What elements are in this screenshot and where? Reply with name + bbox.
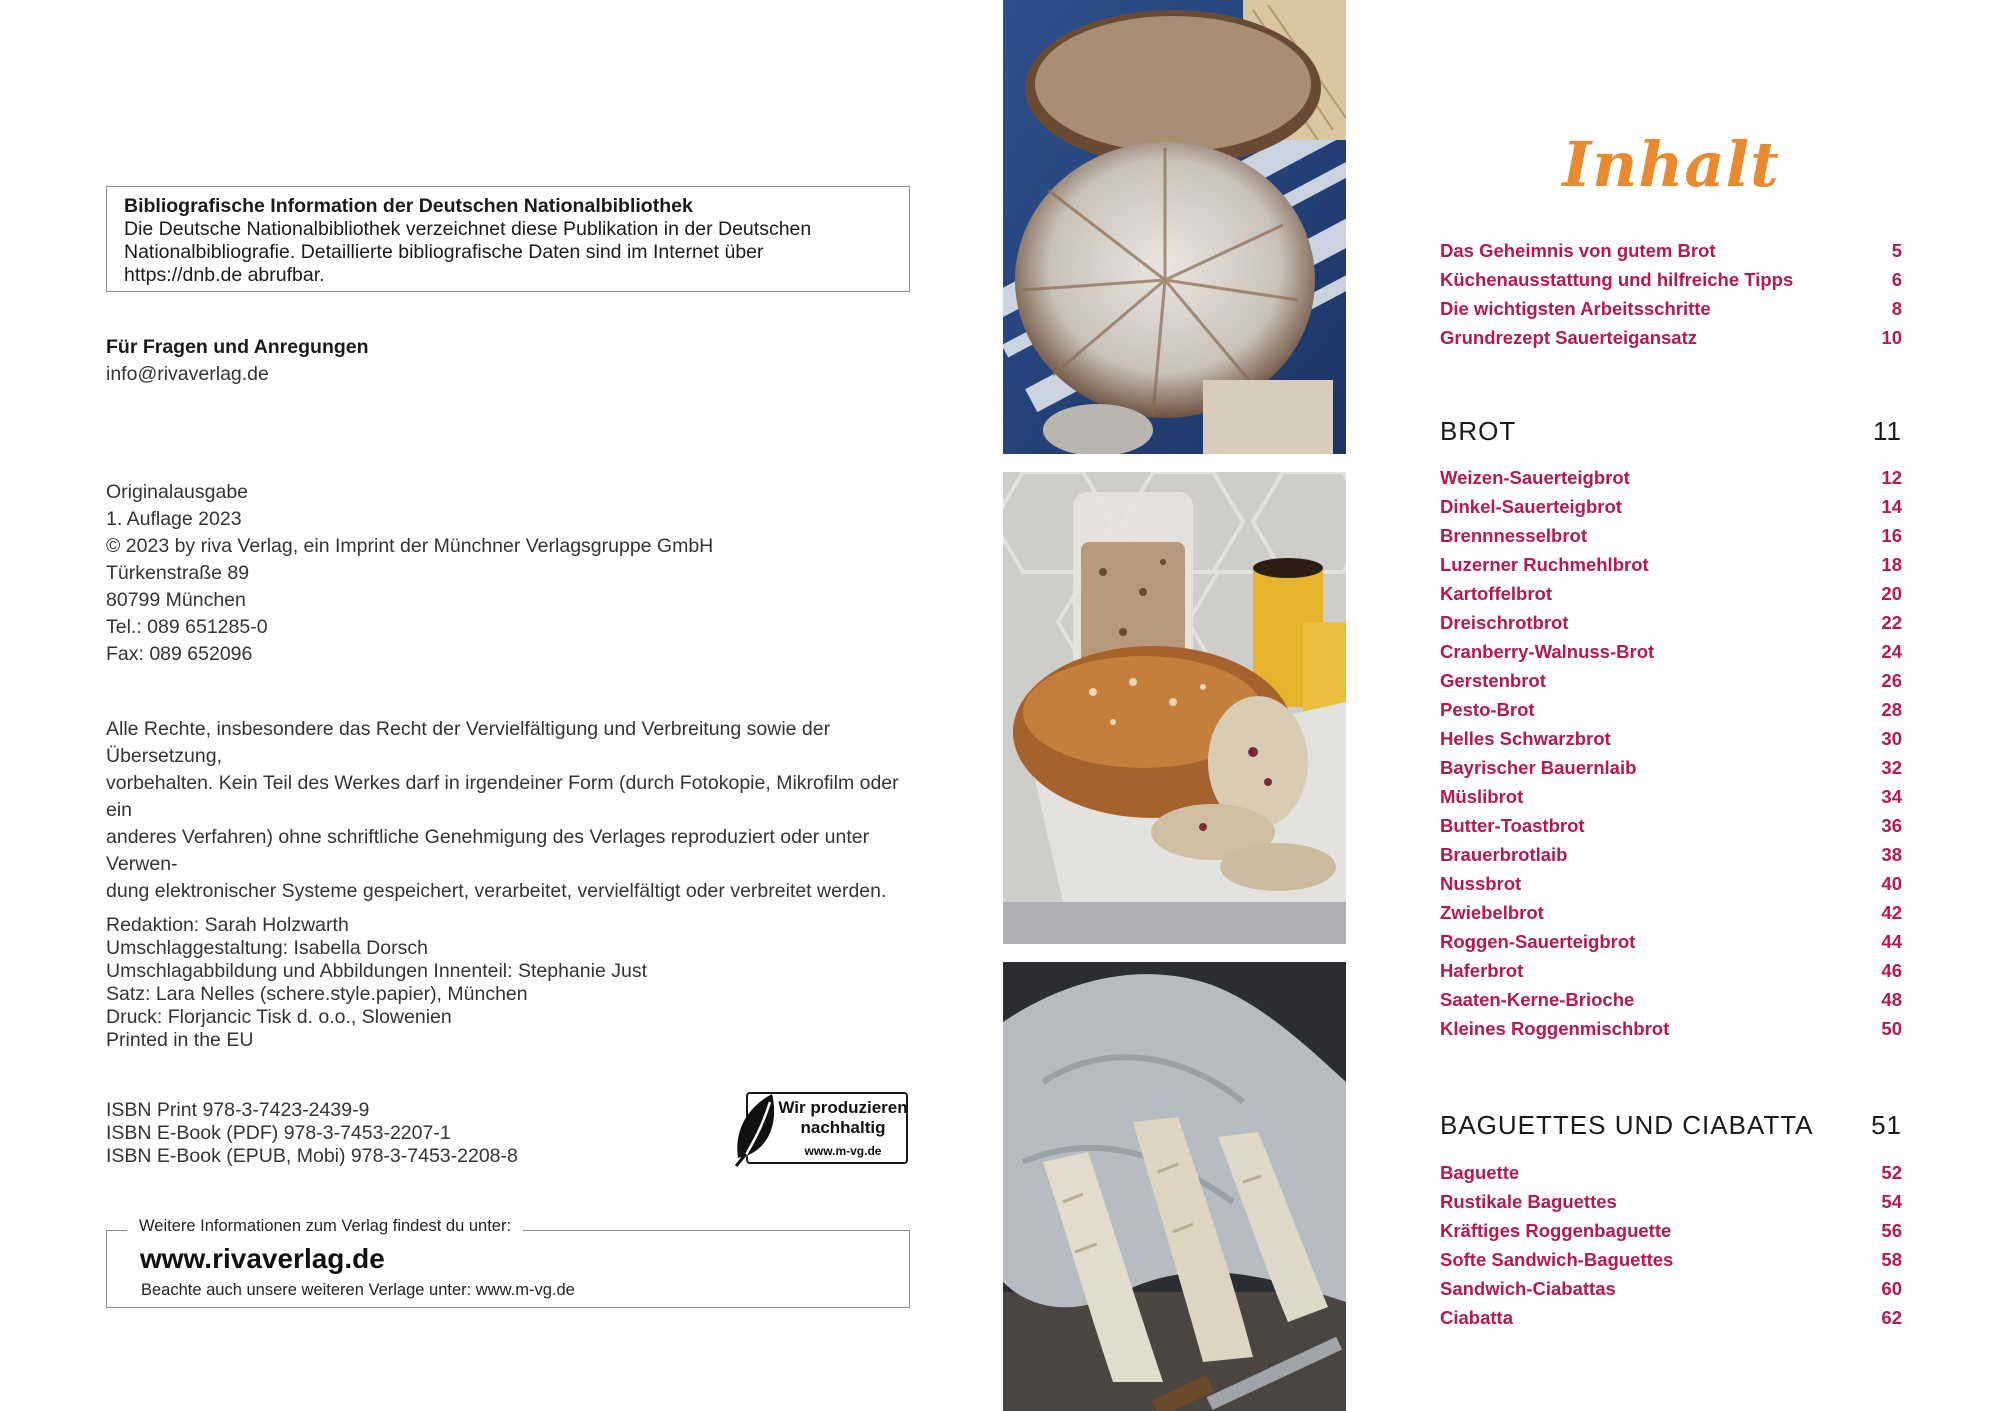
toc-entry-page: 56 — [1881, 1220, 1902, 1241]
rights-line: Alle Rechte, insbesondere das Recht der Vervielfältigung und Verbreitung sowie der Übersetzung, — [106, 718, 831, 767]
toc-entry-label: Zwiebelbrot — [1440, 902, 1544, 923]
toc-entry-page: 32 — [1881, 757, 1902, 778]
toc-entry-page: 5 — [1891, 240, 1902, 261]
toc-entry-page: 54 — [1881, 1191, 1902, 1212]
toc-entry[interactable] — [1440, 1307, 1902, 1336]
biblio-line: Nationalbibliografie. Detaillierte bibliografische Daten sind im Internet über — [124, 241, 764, 263]
toc-entry[interactable] — [1440, 467, 1902, 496]
toc-entry-label: Weizen-Sauerteigbrot — [1440, 467, 1630, 488]
photo-sourdough-loaf — [1003, 0, 1346, 454]
toc-entry-label: Kleines Roggenmischbrot — [1440, 1018, 1670, 1039]
toc-entry-page: 36 — [1881, 815, 1902, 836]
toc-entry-label: Kartoffelbrot — [1440, 583, 1553, 604]
toc-entry[interactable] — [1440, 269, 1902, 298]
photo-seeded-loaf — [1003, 472, 1346, 944]
toc-entry[interactable] — [1440, 844, 1902, 873]
toc-entry[interactable] — [1440, 298, 1902, 327]
toc-entry-label: Dreischrotbrot — [1440, 612, 1569, 633]
toc-entry-page: 20 — [1881, 583, 1902, 604]
toc-entry-page: 60 — [1881, 1278, 1902, 1299]
toc-entry-label: Brennnesselbrot — [1440, 525, 1588, 546]
toc-entry[interactable] — [1440, 786, 1902, 815]
toc-entry-label: Grundrezept Sauerteigansatz — [1440, 327, 1698, 348]
toc-entry[interactable] — [1440, 960, 1902, 989]
toc-entry-page: 52 — [1881, 1162, 1902, 1183]
toc-entry[interactable] — [1440, 728, 1902, 757]
section-title: BAGUETTES UND CIABATTA — [1440, 1110, 1814, 1140]
toc-entry[interactable] — [1440, 873, 1902, 902]
photo-baguettes — [1003, 962, 1346, 1411]
toc-entry-label: Die wichtigsten Arbeitsschritte — [1440, 298, 1711, 319]
toc-entry[interactable] — [1440, 1162, 1902, 1191]
isbn-line: ISBN Print 978-3-7423-2439-9 — [106, 1099, 370, 1121]
credits-block — [106, 914, 647, 1052]
toc-entry-label: Kräftiges Roggenbaguette — [1440, 1220, 1672, 1241]
sustainability-badge — [732, 1088, 910, 1168]
toc-entry[interactable] — [1440, 1191, 1902, 1220]
toc-entry-page: 24 — [1881, 641, 1902, 662]
toc-entry[interactable] — [1440, 525, 1902, 554]
toc-entry-page: 44 — [1881, 931, 1902, 952]
isbn-block — [106, 1099, 518, 1168]
rights-line: anderes Verfahren) ohne schriftliche Genehmigung des Verlages reproduziert oder unter Verwen- — [106, 826, 870, 875]
toc-entry-page: 62 — [1881, 1307, 1902, 1328]
toc-entry-page: 46 — [1881, 960, 1902, 981]
toc-entry-label: Saaten-Kerne-Brioche — [1440, 989, 1635, 1010]
publisher-note: Beachte auch unsere weiteren Verlage unter: www.m-vg.de — [141, 1281, 575, 1299]
toc-entry-label: Ciabatta — [1440, 1307, 1513, 1328]
toc-entry-page: 34 — [1881, 786, 1902, 807]
credit-line: Redaktion: Sarah Holzwarth — [106, 914, 349, 936]
toc-entry-page: 6 — [1891, 269, 1902, 290]
toc-entry[interactable] — [1440, 989, 1902, 1018]
toc-entry-label: Pesto-Brot — [1440, 699, 1535, 720]
toc-entry-label: Roggen-Sauerteigbrot — [1440, 931, 1636, 952]
toc-entry-label: Butter-Toastbrot — [1440, 815, 1585, 836]
toc-entry-label: Küchenausstattung und hilfreiche Tipps — [1440, 269, 1794, 290]
toc-entry-page: 50 — [1881, 1018, 1902, 1039]
isbn-line: ISBN E-Book (EPUB, Mobi) 978-3-7453-2208-8 — [106, 1145, 518, 1167]
toc-entry[interactable] — [1440, 931, 1902, 960]
edition-block — [106, 479, 713, 668]
toc-entry[interactable] — [1440, 757, 1902, 786]
biblio-title: Bibliografische Information der Deutschen Nationalbibliothek — [124, 195, 693, 217]
isbn-line: ISBN E-Book (PDF) 978-3-7453-2207-1 — [106, 1122, 451, 1144]
rights-notice — [106, 716, 916, 905]
toc-entry-page: 10 — [1881, 327, 1902, 348]
toc-entry-page: 16 — [1881, 525, 1902, 546]
toc-entry-page: 12 — [1881, 467, 1902, 488]
rights-line: dung elektronischer Systeme gespeichert, verarbeitet, vervielfältigt oder verbreitet werden. — [106, 880, 887, 902]
contact-label: Für Fragen und Anregungen — [106, 336, 369, 358]
toc-entry-label: Baguette — [1440, 1162, 1520, 1183]
section-page: 51 — [1871, 1110, 1902, 1140]
toc-entry-page: 38 — [1881, 844, 1902, 865]
toc-entry[interactable] — [1440, 240, 1902, 269]
toc-title: Inhalt — [1562, 128, 1780, 201]
toc-entry[interactable] — [1440, 612, 1902, 641]
toc-entry[interactable] — [1440, 1018, 1902, 1047]
publisher-info-box — [106, 1217, 910, 1308]
publisher-website-link[interactable]: www.rivaverlag.de — [140, 1243, 385, 1274]
toc-brot-list — [1440, 467, 1902, 1047]
toc-entry[interactable] — [1440, 1278, 1902, 1307]
toc-entry-label: Nussbrot — [1440, 873, 1522, 894]
bibliographic-info-box — [106, 186, 910, 292]
toc-entry-page: 14 — [1881, 496, 1902, 517]
toc-entry[interactable] — [1440, 1249, 1902, 1278]
toc-entry-label: Cranberry-Walnuss-Brot — [1440, 641, 1655, 662]
toc-entry-page: 40 — [1881, 873, 1902, 894]
toc-entry-label: Bayrischer Bauernlaib — [1440, 757, 1637, 778]
toc-entry-label: Haferbrot — [1440, 960, 1524, 981]
biblio-line: https://dnb.de abrufbar. — [124, 264, 325, 286]
toc-entry[interactable] — [1440, 327, 1902, 356]
toc-intro-list — [1440, 240, 1902, 356]
toc-entry-page: 58 — [1881, 1249, 1902, 1270]
toc-entry-page: 18 — [1881, 554, 1902, 575]
toc-entry-page: 22 — [1881, 612, 1902, 633]
toc-entry[interactable] — [1440, 554, 1902, 583]
toc-entry-label: Helles Schwarzbrot — [1440, 728, 1611, 749]
edition-line: Türkenstraße 89 — [106, 562, 250, 584]
toc-entry[interactable] — [1440, 902, 1902, 931]
toc-entry-label: Rustikale Baguettes — [1440, 1191, 1617, 1212]
edition-line: Fax: 089 652096 — [106, 643, 253, 665]
toc-entry-page: 8 — [1891, 298, 1902, 319]
toc-entry-label: Brauerbrotlaib — [1440, 844, 1568, 865]
credit-line: Umschlagabbildung und Abbildungen Innenteil: Stephanie Just — [106, 960, 647, 982]
toc-entry-page: 48 — [1881, 989, 1902, 1010]
toc-entry[interactable] — [1440, 1220, 1902, 1249]
toc-entry-label: Sandwich-Ciabattas — [1440, 1278, 1616, 1299]
toc-entry-label: Gerstenbrot — [1440, 670, 1546, 691]
credit-line: Printed in the EU — [106, 1029, 254, 1051]
contact-email[interactable]: info@rivaverlag.de — [106, 363, 269, 385]
toc-entry-label: Softe Sandwich-Baguettes — [1440, 1249, 1674, 1270]
toc-entry[interactable] — [1440, 699, 1902, 728]
edition-line: Originalausgabe — [106, 481, 249, 503]
toc-entry-page: 26 — [1881, 670, 1902, 691]
section-title: BROT — [1440, 416, 1517, 446]
toc-section-heading[interactable] — [1440, 1110, 1902, 1141]
rights-line: vorbehalten. Kein Teil des Werkes darf in irgendeiner Form (durch Fotokopie, Mikrofilm oder ein — [106, 772, 899, 821]
toc-section-heading[interactable] — [1440, 416, 1902, 447]
credit-line: Druck: Florjancic Tisk d. o.o., Slowenien — [106, 1006, 452, 1028]
toc-entry-page: 28 — [1881, 699, 1902, 720]
toc-entry[interactable] — [1440, 641, 1902, 670]
credit-line: Satz: Lara Nelles (schere.style.papier), München — [106, 983, 528, 1005]
toc-entry[interactable] — [1440, 815, 1902, 844]
toc-entry-label: Müslibrot — [1440, 786, 1524, 807]
toc-entry[interactable] — [1440, 583, 1902, 612]
toc-entry[interactable] — [1440, 496, 1902, 525]
toc-entry-label: Dinkel-Sauerteigbrot — [1440, 496, 1622, 517]
toc-entry-page: 42 — [1881, 902, 1902, 923]
toc-entry-label: Das Geheimnis von gutem Brot — [1440, 240, 1716, 261]
contact-block — [106, 334, 369, 388]
biblio-line: Die Deutsche Nationalbibliothek verzeichnet diese Publikation in der Deutschen — [124, 218, 812, 240]
toc-entry-page: 30 — [1881, 728, 1902, 749]
badge-url: www.m-vg.de — [804, 1144, 882, 1158]
section-page: 11 — [1873, 416, 1902, 446]
edition-line: 80799 München — [106, 589, 246, 611]
edition-line: © 2023 by riva Verlag, ein Imprint der Münchner Verlagsgruppe GmbH — [106, 535, 714, 557]
publisher-box-legend: Weitere Informationen zum Verlag findest du unter: — [127, 1217, 523, 1236]
toc-baguette-list — [1440, 1162, 1902, 1336]
edition-line: 1. Auflage 2023 — [106, 508, 242, 530]
credit-line: Umschlaggestaltung: Isabella Dorsch — [106, 937, 428, 959]
toc-entry-label: Luzerner Ruchmehlbrot — [1440, 554, 1649, 575]
badge-text: Wir produzieren nachhaltig — [778, 1098, 908, 1137]
toc-entry[interactable] — [1440, 670, 1902, 699]
edition-line: Tel.: 089 651285-0 — [106, 616, 268, 638]
